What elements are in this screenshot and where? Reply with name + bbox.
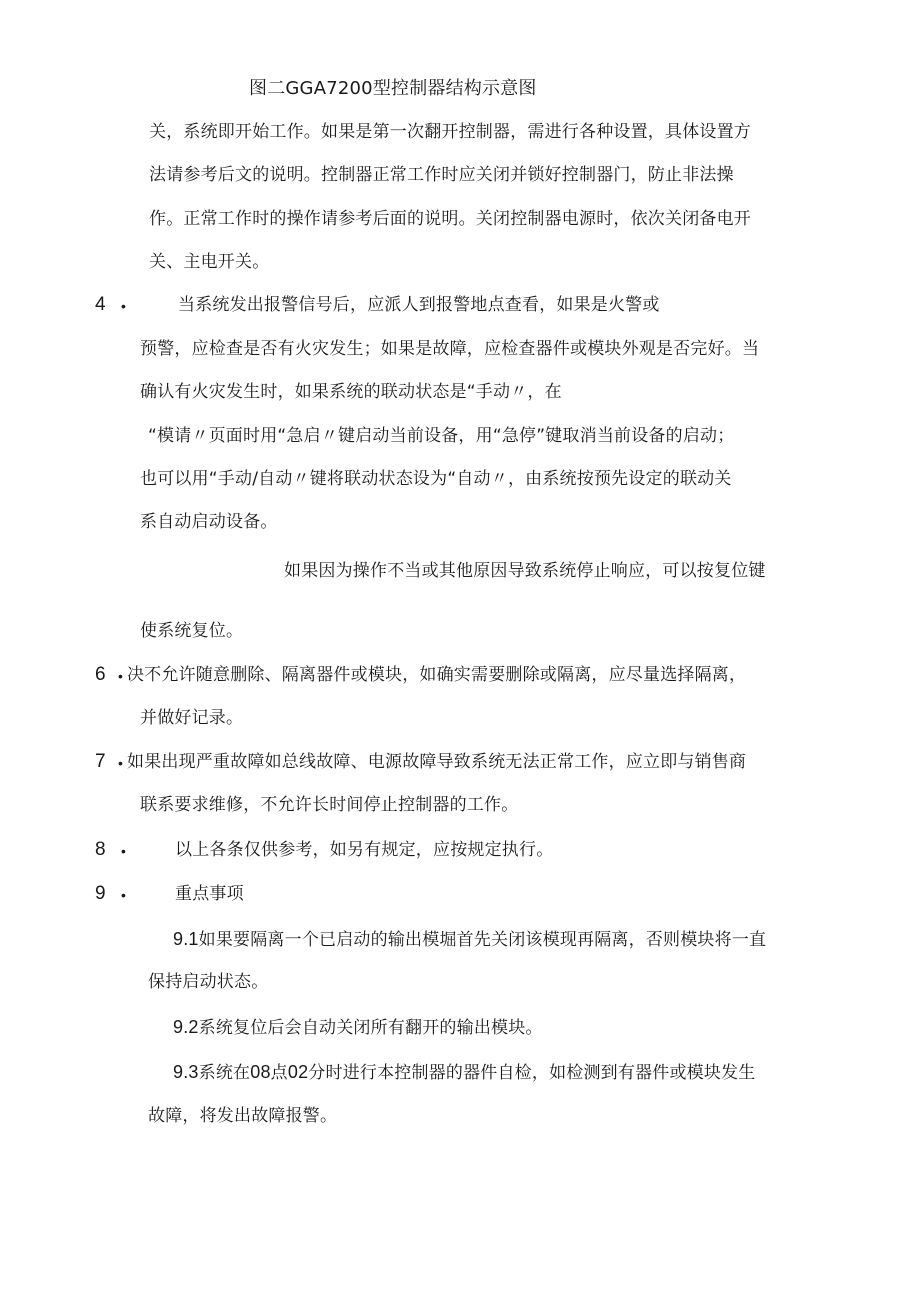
subitem-number: 9.1 (173, 929, 199, 949)
subitem-text: 如果要隔离一个已启动的输出模堀首先关闭该模现再隔离，否则模块将一直 (198, 930, 767, 950)
list-item-line: 预警，应检查是否有火灾发生；如果是故障，应检查器件或模块外观是否完好。当 (140, 339, 760, 359)
list-item-line: 也可以用“手动/自动〃键将联动状态设为“自动〃，由系统按预先设定的联动关 (140, 469, 732, 489)
list-item-line: 确认有火灾发生时，如果系统的联动状态是“手动〃，在 (140, 382, 562, 402)
list-item-line: 联系要求维修，不允许长时间停止控制器的工作。 (140, 795, 519, 815)
subitem-line: 故障，将发出故障报警。 (148, 1106, 338, 1126)
subitem-line: 保持启动状态。 (148, 972, 269, 992)
time-minute: 02 (287, 1062, 309, 1082)
list-item-line: 系自动启动设备。 (140, 512, 278, 532)
subitem-text: 系统复位后会自动关闭所有翻开的输出模块。 (198, 1018, 543, 1038)
figure-caption (249, 77, 537, 101)
list-bullet: • (121, 298, 126, 314)
time-hour: 08 (250, 1062, 271, 1082)
paragraph-line: 作。正常工作时的操作请参考后面的说明。关闭控制器电源时，依次关闭备电开 (149, 209, 751, 229)
list-bullet: • (118, 755, 123, 771)
subitem-text: 点 (270, 1063, 288, 1083)
list-number: 7 (95, 751, 106, 772)
subitem-text: 系统在 (198, 1063, 251, 1083)
list-item-line: 以上各条仅供参考，如另有规定，应按规定执行。 (175, 840, 554, 860)
subitem-line (173, 1060, 755, 1085)
list-item-line: 决不允许随意删除、隔离器件或模块，如确实需要删除或隔离，应尽量选择隔离， (127, 665, 747, 685)
list-item-line: 并做好记录。 (140, 708, 244, 728)
list-item-line: 如果出现严重故障如总线故障、电源故障导致系统无法正常工作，应立即与销售商 (127, 752, 747, 772)
paragraph-line: 法请参考后文的说明。控制器正常工作时应关闭并锁好控制器门，防止非法操 (149, 165, 734, 185)
list-item-line: 当系统发出报警信号后，应派人到报警地点查看，如果是火警或 (178, 295, 660, 315)
list-number: 4 (95, 294, 106, 315)
list-number: 8 (95, 839, 106, 860)
paragraph-line: 关、主电开关。 (149, 252, 270, 272)
subitem-text: 分时进行本控制器的器件自检，如检测到有器件或模块发生 (308, 1063, 756, 1083)
paragraph-line: 使系统复位。 (140, 621, 244, 641)
list-bullet: • (121, 843, 126, 859)
subitem-line (173, 927, 766, 952)
subitem-number: 9.2 (173, 1017, 199, 1037)
subitem-number: 9.3 (173, 1062, 199, 1082)
figure-caption-text: 图二GGA7200型控制器结构示意图 (249, 78, 537, 99)
list-item-line: “模请〃页面时用“急启〃键启动当前设备，用“急停”键取消当前设备的启动； (148, 426, 735, 446)
list-number: 6 (95, 664, 106, 685)
list-number: 9 (95, 883, 106, 904)
section-heading: 重点事项 (175, 884, 244, 904)
subitem-line (173, 1015, 543, 1040)
paragraph-line: 如果因为操作不当或其他原因导致系统停止响应，可以按复位键 (284, 561, 766, 581)
list-bullet: • (121, 887, 126, 903)
paragraph-line: 关，系统即开始工作。如果是第一次翻开控制器，需进行各种设置，具体设置方 (149, 122, 751, 142)
list-bullet: • (118, 668, 123, 684)
